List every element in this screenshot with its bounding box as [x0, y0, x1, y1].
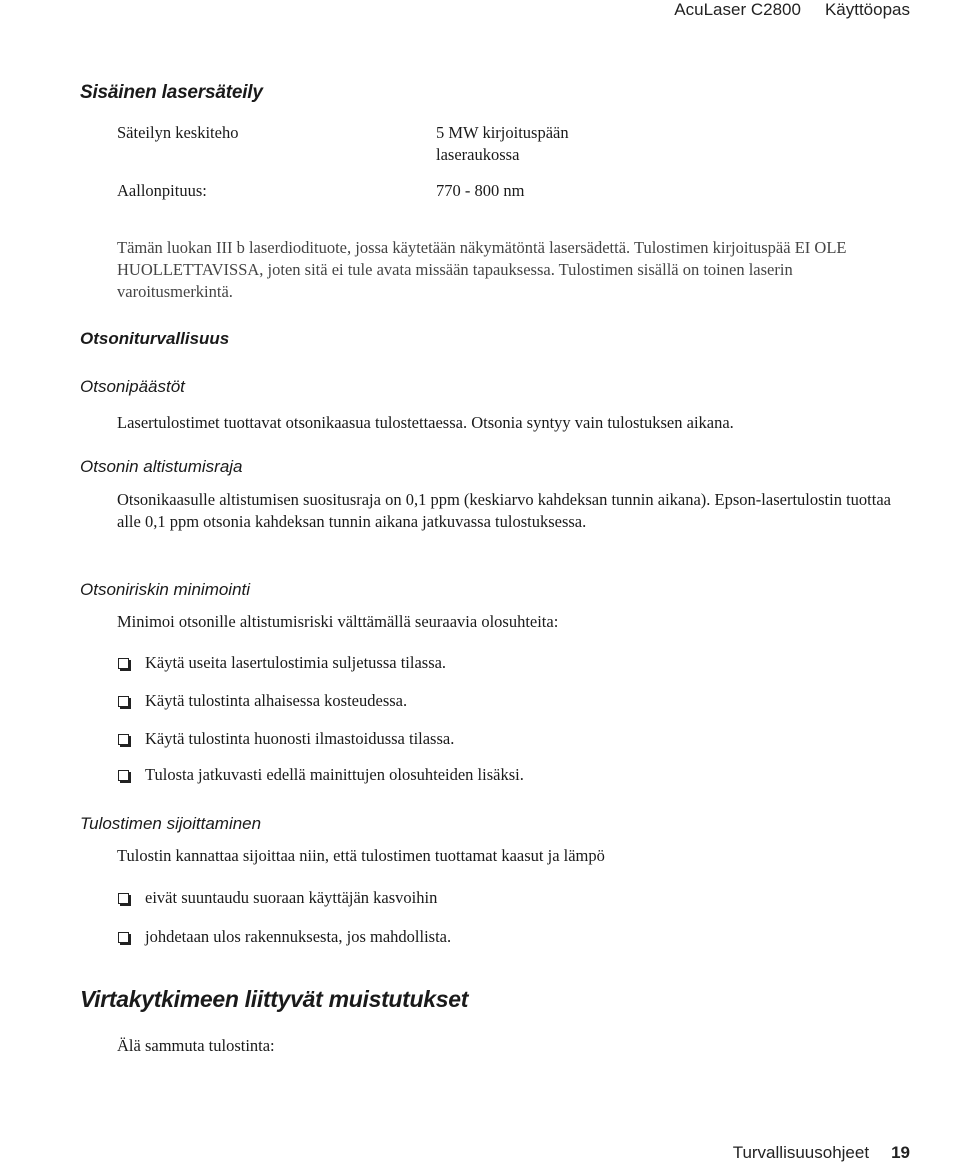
running-header	[674, 0, 910, 20]
header-product: AcuLaser C2800	[674, 0, 801, 19]
header-guide: Käyttöopas	[824, 0, 910, 19]
list-item	[117, 728, 907, 750]
checkbox-icon	[118, 893, 129, 904]
list-item	[117, 690, 907, 712]
ozone-emissions-text: Lasertulostimet tuottavat otsonikaasua tulostettaessa. Otsonia syntyy vain tulostuksen aikana.	[117, 413, 734, 432]
spec-value-power: 5 MW kirjoituspään laseraukossa	[436, 123, 569, 164]
checkbox-icon	[118, 696, 129, 707]
ozone-exposure-heading: Otsonin altistumisraja	[80, 457, 243, 476]
laser-paragraph: Tämän luokan III b laserdiodituote, jossa käytetään näkymätöntä lasersädettä. Tulostimen kirjoituspää EI OLE HUOLLETTAVISSA, joten sitä ei tule avata missään tapauksessa. Tulostimen sisällä on toinen laserin varoitusmerkintä.	[117, 238, 847, 301]
footer-section: Turvallisuusohjeet	[732, 1143, 870, 1162]
laser-heading: Sisäinen lasersäteily	[80, 82, 263, 103]
checkbox-icon	[118, 932, 129, 943]
list-item-text: Tulosta jatkuvasti edellä mainittujen olosuhteiden lisäksi.	[145, 765, 524, 784]
running-footer	[733, 1143, 910, 1163]
checkbox-icon	[118, 770, 129, 781]
checkbox-icon	[118, 734, 129, 745]
power-heading: Virtakytkimeen liittyvät muistutukset	[80, 986, 469, 1012]
ozone-exposure-text: Otsonikaasulle altistumisen suositusraja on 0,1 ppm (keskiarvo kahdeksan tunnin aikana). Epson-lasertulostin tuottaa alle 0,1 ppm otsonia kahdeksan tunnin aikana jatkuvassa tulostuksessa.	[117, 490, 891, 531]
ozone-emissions-heading: Otsonipäästöt	[80, 377, 185, 396]
ozone-minimize-heading: Otsoniriskin minimointi	[80, 580, 251, 599]
spec-label-wavelength: Aallonpituus:	[117, 181, 207, 200]
spec-value-wavelength: 770 - 800 nm	[436, 181, 525, 200]
list-item	[117, 926, 907, 948]
page-number: 19	[891, 1143, 910, 1162]
list-item-text: Käytä useita lasertulostimia suljetussa tilassa.	[145, 653, 447, 672]
list-item-text: johdetaan ulos rakennuksesta, jos mahdollista.	[145, 927, 452, 946]
list-item-text: Käytä tulostinta alhaisessa kosteudessa.	[145, 691, 408, 710]
list-item-text: Käytä tulostinta huonosti ilmastoidussa tilassa.	[145, 729, 455, 748]
ozone-minimize-intro: Minimoi otsonille altistumisriski välttämällä seuraavia olosuhteita:	[117, 612, 559, 631]
placement-heading: Tulostimen sijoittaminen	[80, 814, 262, 833]
list-item-text: eivät suuntaudu suoraan käyttäjän kasvoihin	[145, 888, 438, 907]
ozone-heading: Otsoniturvallisuus	[80, 329, 230, 348]
list-item	[117, 652, 907, 674]
placement-intro: Tulostin kannattaa sijoittaa niin, että tulostimen tuottamat kaasut ja lämpö	[117, 846, 605, 865]
checkbox-icon	[118, 658, 129, 669]
spec-label-power: Säteilyn keskiteho	[117, 123, 239, 142]
list-item	[117, 887, 907, 909]
list-item	[117, 764, 907, 786]
power-text: Älä sammuta tulostinta:	[117, 1036, 275, 1055]
